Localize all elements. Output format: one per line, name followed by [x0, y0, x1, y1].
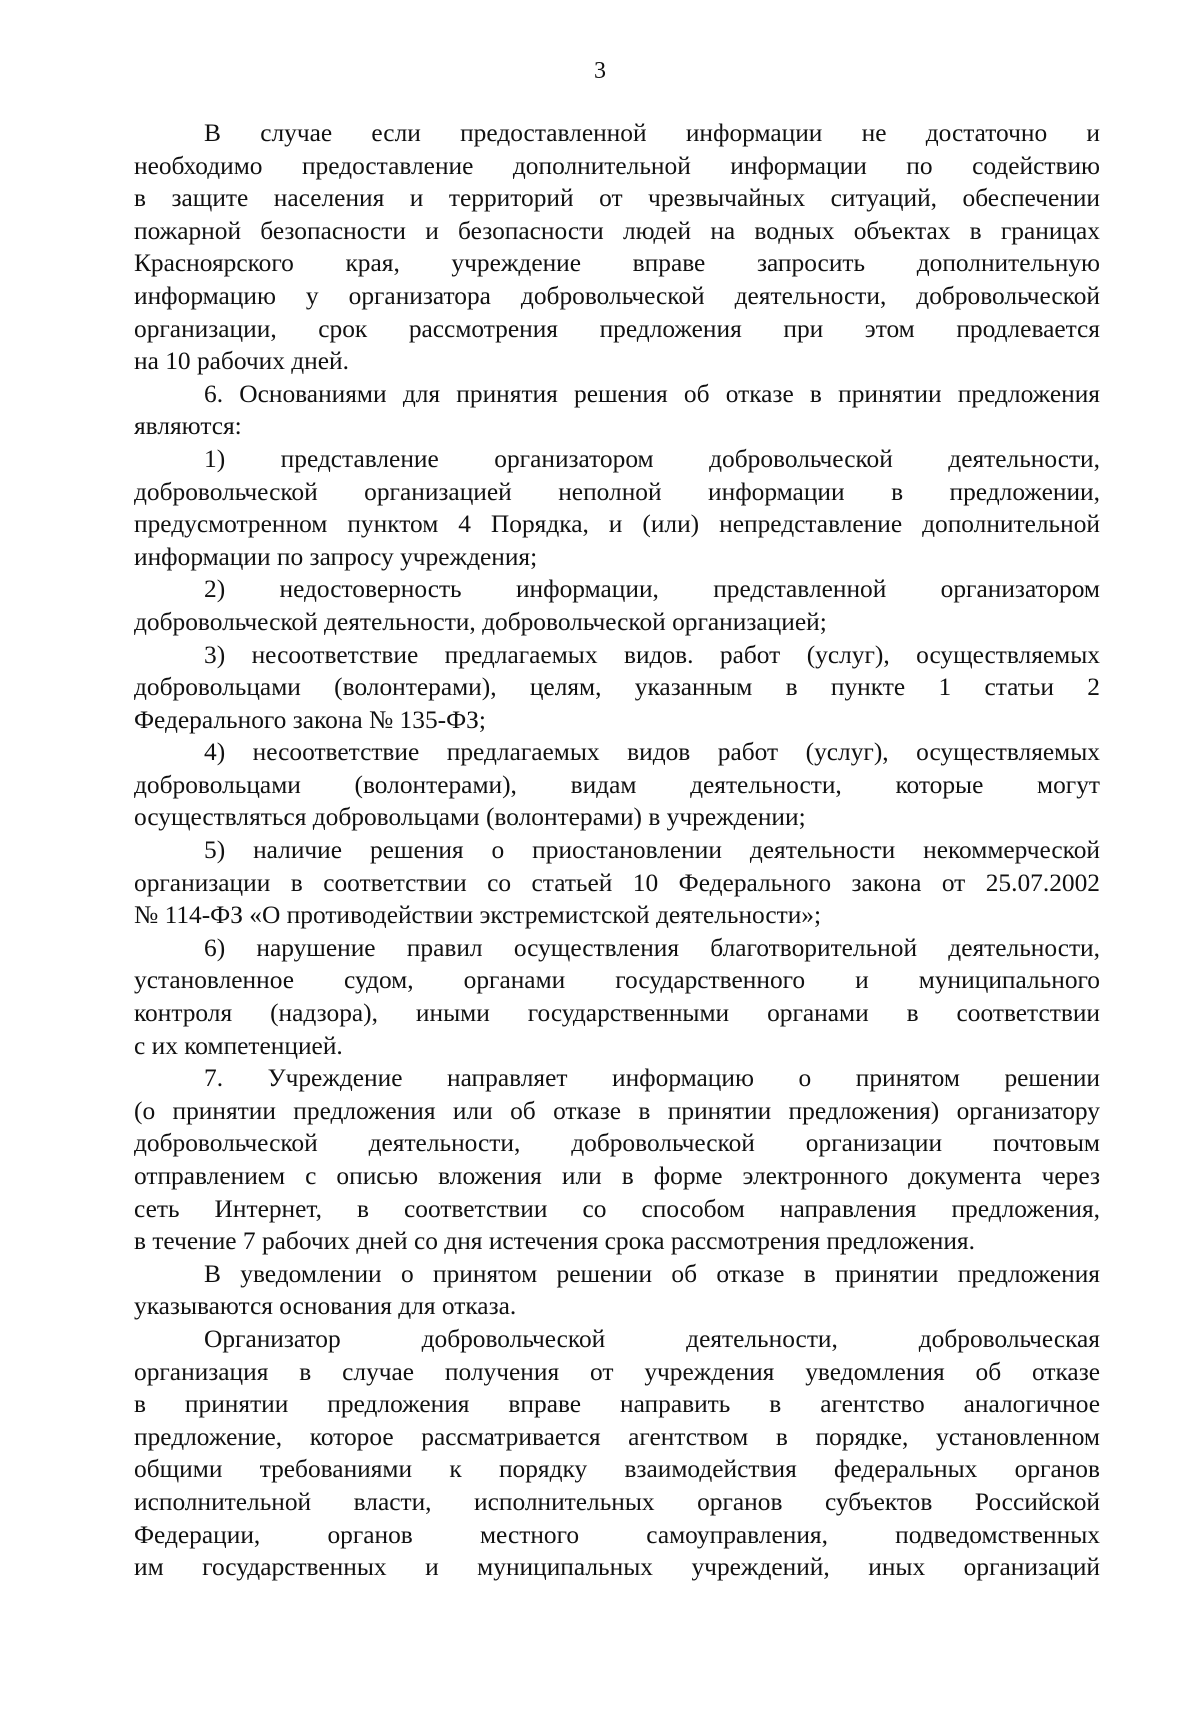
- paragraph-11-line-5: общими требованиями к порядку взаимодействия федеральных органов: [134, 1455, 1100, 1484]
- paragraph-1-line-2: необходимо предоставление дополнительной информации по содействию: [134, 151, 1100, 180]
- paragraph-6-line-1: 4) несоответствие предлагаемых видов работ (услуг), осуществляемых: [204, 738, 1100, 767]
- page-number: 3: [594, 58, 606, 84]
- paragraph-3-line-3: предусмотренном пунктом 4 Порядка, и (или) непредставление дополнительной: [134, 510, 1100, 539]
- paragraph-11-line-7: Федерации, органов местного самоуправления, подведомственных: [134, 1520, 1100, 1549]
- paragraph-11-line-3: в принятии предложения вправе направить в агентство аналогичное: [134, 1390, 1100, 1419]
- paragraph-9-line-2: (о принятии предложения или об отказе в принятии предложения) организатору: [134, 1096, 1100, 1125]
- paragraph-5-line-1: 3) несоответствие предлагаемых видов. работ (услуг), осуществляемых: [204, 640, 1100, 669]
- paragraph-7-line-1: 5) наличие решения о приостановлении деятельности некоммерческой: [204, 836, 1100, 865]
- paragraph-9-line-1: 7. Учреждение направляет информацию о принятом решении: [204, 1064, 1100, 1093]
- paragraph-3-line-2: добровольческой организацией неполной информации в предложении,: [134, 477, 1100, 506]
- paragraph-9-line-5: сеть Интернет, в соответствии со способом направления предложения,: [134, 1194, 1100, 1223]
- paragraph-7-line-3: № 114-ФЗ «О противодействии экстремистской деятельности»;: [134, 901, 822, 930]
- paragraph-8-line-1: 6) нарушение правил осуществления благотворительной деятельности,: [204, 933, 1100, 962]
- paragraph-9-line-4: отправлением с описью вложения или в форме электронного документа через: [134, 1162, 1100, 1190]
- paragraph-9-line-3: добровольческой деятельности, добровольческой организации почтовым: [134, 1129, 1100, 1158]
- paragraph-4-line-1: 2) недостоверность информации, представленной организатором: [204, 575, 1100, 604]
- paragraph-2-line-2: являются:: [134, 412, 242, 441]
- paragraph-3-line-1: 1) представление организатором добровольческой деятельности,: [204, 444, 1100, 473]
- paragraph-4-line-2: добровольческой деятельности, добровольческой организацией;: [134, 607, 827, 636]
- paragraph-11-line-4: предложение, которое рассматривается агентством в порядке, установленном: [134, 1422, 1100, 1451]
- paragraph-9-line-6: в течение 7 рабочих дней со дня истечения срока рассмотрения предложения.: [134, 1227, 975, 1256]
- paragraph-1-line-3: в защите населения и территорий от чрезвычайных ситуаций, обеспечении: [134, 184, 1100, 213]
- paragraph-7-line-2: организации в соответствии со статьей 10 Федерального закона от 25.07.2002: [134, 868, 1100, 897]
- paragraph-1-line-6: информацию у организатора добровольческой деятельности, добровольческой: [134, 281, 1100, 310]
- paragraph-10-line-1: В уведомлении о принятом решении об отказе в принятии предложения: [204, 1259, 1100, 1288]
- document-body: [134, 117, 1100, 1584]
- paragraph-1-line-7: организации, срок рассмотрения предложения при этом продлевается: [134, 314, 1100, 343]
- paragraph-11-line-6: исполнительной власти, исполнительных органов субъектов Российской: [134, 1487, 1100, 1516]
- paragraph-10-line-2: указываются основания для отказа.: [134, 1292, 517, 1321]
- paragraph-1-line-8: на 10 рабочих дней.: [134, 347, 349, 376]
- paragraph-2-line-1: 6. Основаниями для принятия решения об отказе в принятии предложения: [204, 379, 1100, 408]
- paragraph-5-line-2: добровольцами (волонтерами), целям, указанным в пункте 1 статьи 2: [134, 673, 1100, 702]
- paragraph-6-line-3: осуществляться добровольцами (волонтерами) в учреждении;: [134, 803, 806, 832]
- paragraph-8-line-2: установленное судом, органами государственного и муниципального: [134, 966, 1100, 995]
- paragraph-1-line-5: Красноярского края, учреждение вправе запросить дополнительную: [134, 249, 1100, 278]
- paragraph-6-line-2: добровольцами (волонтерами), видам деятельности, которые могут: [134, 770, 1100, 799]
- paragraph-8-line-3: контроля (надзора), иными государственными органами в соответствии: [134, 999, 1100, 1028]
- paragraph-3-line-4: информации по запросу учреждения;: [134, 542, 538, 571]
- paragraph-8-line-4: с их компетенцией.: [134, 1031, 343, 1060]
- paragraph-11-line-8: им государственных и муниципальных учреждений, иных организаций: [134, 1553, 1100, 1582]
- paragraph-11-line-2: организация в случае получения от учреждения уведомления об отказе: [134, 1357, 1100, 1386]
- paragraph-1-line-4: пожарной безопасности и безопасности людей на водных объектах в границах: [134, 216, 1100, 245]
- paragraph-11-line-1: Организатор добровольческой деятельности, добровольческая: [204, 1324, 1100, 1353]
- paragraph-1-line-1: В случае если предоставленной информации не достаточно и: [204, 119, 1100, 147]
- paragraph-5-line-3: Федерального закона № 135-ФЗ;: [134, 705, 486, 734]
